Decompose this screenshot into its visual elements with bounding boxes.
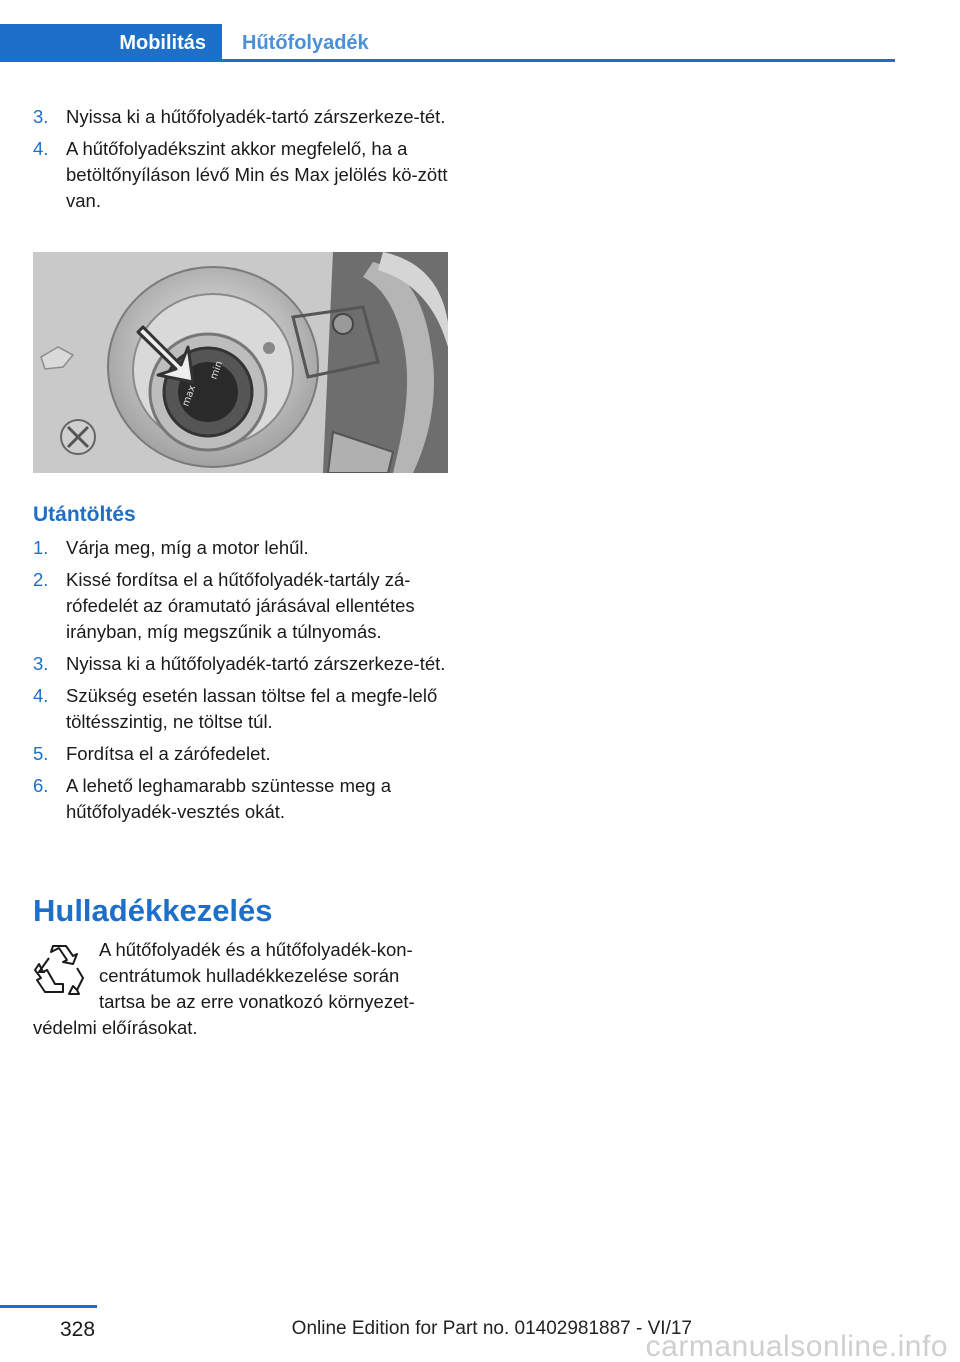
- header-rule: [222, 59, 895, 62]
- disposal-line: centrátumok hulladékkezelése során: [99, 965, 400, 986]
- step-text: Nyissa ki a hűtőfolyadék-tartó zárszerkeze‐tét.: [66, 653, 446, 674]
- step-number: 4.: [33, 685, 49, 706]
- step-text: Várja meg, míg a motor lehűl.: [66, 537, 309, 558]
- list-item: [33, 136, 448, 214]
- min-mark: min: [208, 359, 226, 382]
- coolant-reservoir-photo: [33, 252, 448, 473]
- check-steps: [33, 104, 448, 220]
- step-text: Kissé fordítsa el a hűtőfolyadék-tartály zá‐rófedelét az óramutató járásával ellentétes irányban, míg megszűnik a túlnyomás.: [66, 569, 415, 642]
- section-tab[interactable]: Mobilitás: [0, 24, 222, 62]
- step-number: 3.: [33, 653, 49, 674]
- list-item: [33, 535, 448, 561]
- list-item: [33, 104, 448, 130]
- list-item: [33, 567, 448, 645]
- disposal-line: tartsa be az erre vonatkozó környezet‐: [99, 991, 415, 1012]
- step-number: 1.: [33, 537, 49, 558]
- list-item: [33, 651, 448, 677]
- list-item: [33, 741, 448, 767]
- step-number: 2.: [33, 569, 49, 590]
- section-title: Hulladékkezelés: [33, 893, 273, 928]
- edition-note: Online Edition for Part no. 01402981887 - VI/17: [291, 1318, 692, 1339]
- disposal-text: [33, 937, 448, 1041]
- refill-steps: [33, 535, 448, 831]
- page-number: 328: [60, 1318, 96, 1341]
- page-number-rule: [0, 1305, 97, 1308]
- watermark: carmanualsonline.info: [645, 1330, 948, 1362]
- step-text: Fordítsa el a zárófedelet.: [66, 743, 271, 764]
- list-item: [33, 683, 448, 735]
- step-text: Nyissa ki a hűtőfolyadék-tartó zárszerkeze‐tét.: [66, 106, 446, 127]
- step-text: Szükség esetén lassan töltse fel a megfe‐lelő töltésszintig, ne töltse túl.: [66, 685, 438, 732]
- section-heading: Utántöltés: [33, 503, 136, 526]
- step-number: 6.: [33, 775, 49, 796]
- disposal-line: A hűtőfolyadék és a hűtőfolyadék-kon‐: [99, 939, 413, 960]
- disposal-line: védelmi előírásokat.: [33, 1017, 198, 1038]
- step-text: A hűtőfolyadékszint akkor megfelelő, ha a betöltőnyíláson lévő Min és Max jelölés kö‐zött van.: [66, 138, 448, 211]
- list-item: [33, 773, 448, 825]
- step-number: 4.: [33, 138, 49, 159]
- topic-tab[interactable]: Hűtőfolyadék: [242, 31, 369, 54]
- step-number: 3.: [33, 106, 49, 127]
- step-number: 5.: [33, 743, 49, 764]
- max-mark: max: [180, 383, 199, 409]
- step-text: A lehető leghamarabb szüntesse meg a hűtőfolyadék-vesztés okát.: [66, 775, 391, 822]
- page-header: [0, 0, 895, 62]
